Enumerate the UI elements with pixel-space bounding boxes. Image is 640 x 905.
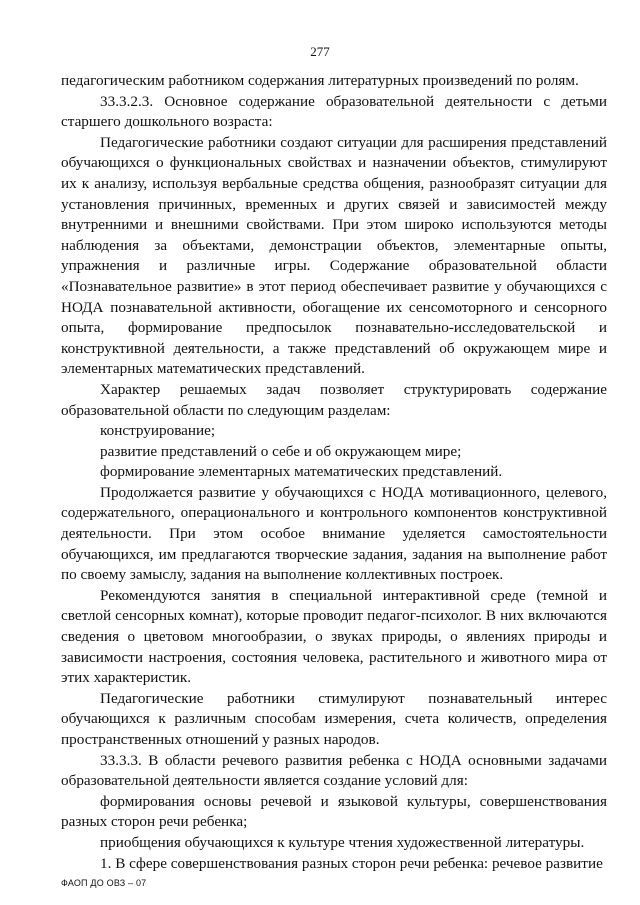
section-heading-33-3-2-3: 33.3.2.3. Основное содержание образовательной деятельности с детьми старшего дошкольного возраста:	[61, 92, 607, 131]
paragraph-measurement-interest: Педагогические работники стимулируют познавательный интерес обучающихся к различным способам измерения, счета количеств, определения пространственных отношений у разных народов.	[61, 689, 607, 748]
list-item-construction: конструирование;	[100, 422, 216, 440]
paragraph-speech-development: 1. В сфере совершенствования разных сторон речи ребенка: речевое развитие	[100, 854, 603, 872]
paragraph-sensory-rooms: Рекомендуются занятия в специальной интерактивной среде (темной и светлой сенсорных комнат), которые проводит педагог-психолог. В них включаются сведения о цветовом многообразии, о звуках природы, о явлениях природы и зависимости настроения, состояния человека, растительного и животного мира от этих характеристик.	[61, 586, 607, 687]
page-number: 277	[310, 44, 330, 59]
paragraph-constructive-activity: Продолжается развитие у обучающихся с НОДА мотивационного, целевого, содержательного, операционального и контрольного компонентов конструктивной деятельности. При этом особое внимание уделяется самостоятельности обучающихся, им предлагаются творческие задания, задания на выполнение работ по своему замыслу, задания на выполнение коллективных построек.	[61, 483, 607, 584]
footer-document-code: ФАОП ДО ОВЗ – 07	[61, 878, 147, 888]
paragraph-task-structure: Характер решаемых задач позволяет структурировать содержание образовательной области по следующим разделам:	[61, 380, 607, 419]
list-item-math-representations: формирование элементарных математических представлений.	[100, 463, 503, 481]
list-item-world-representations: развитие представлений о себе и об окружающем мире;	[100, 442, 462, 460]
paragraph-continuation: педагогическим работником содержания литературных произведений по ролям.	[61, 72, 579, 89]
list-item-reading-culture: приобщения обучающихся к культуре чтения художественной литературы.	[100, 833, 585, 851]
paragraph-cognitive-situations: Педагогические работники создают ситуации для расширения представлений обучающихся о функциональных свойствах и назначении объектов, стимулируют их к анализу, используя вербальные средства общения, разнообразят ситуации для установления причинных, временных и других связей и зависимостей между внутренними и внешними свойствами. При этом широко используются методы наблюдения за объектами, демонстрации объектов, элементарные опыты, упражнения и различные игры. Содержание образовательной области «Познавательное развитие» в этот период обеспечивает развитие у обучающихся с НОДА познавательной активности, обогащение их сенсомоторного и сенсорного опыта, формирование предпосылок познавательно-исследовательской и конструктивной деятельности, а также представлений об окружающем мире и элементарных математических представлений.	[61, 133, 607, 378]
document-body	[61, 71, 607, 874]
list-item-speech-culture: формирования основы речевой и языковой культуры, совершенствования разных сторон речи ребенка;	[61, 792, 607, 831]
section-heading-33-3-3: 33.3.3. В области речевого развития ребенка с НОДА основными задачами образовательной деятельности является создание условий для:	[61, 751, 607, 790]
